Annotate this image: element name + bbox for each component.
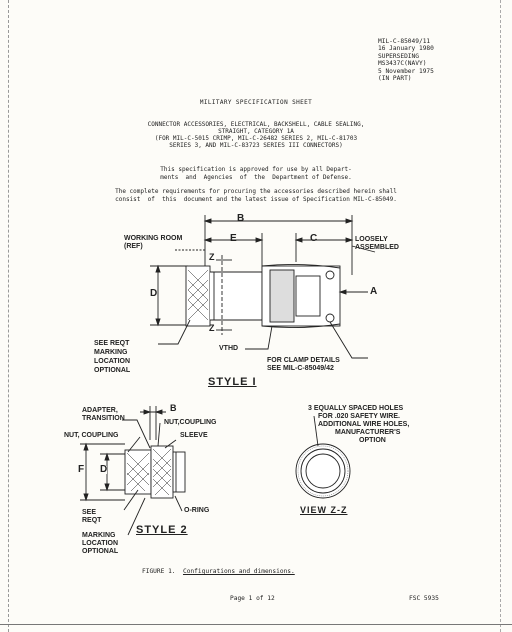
style1-caption: STYLE I [208, 376, 257, 388]
adapter-label: ADAPTER, [82, 407, 118, 414]
viewzz-caption: VIEW Z-Z [300, 505, 348, 515]
style2-nut [125, 450, 151, 494]
style1-dim-b: B [237, 213, 245, 224]
clamp-details-line-1: FOR CLAMP DETAILS [267, 357, 340, 364]
section-z-top: Z [209, 252, 215, 262]
nut-coupling-right: NUT,COUPLING [164, 419, 217, 426]
style2-marking: MARKING [82, 532, 116, 539]
loosely-label: LOOSELY [355, 236, 388, 243]
superseding-label: SUPERSEDING [378, 52, 419, 60]
approval-line-1: This specification is approved for use by all Depart- [160, 166, 352, 173]
style1-dim-d: D [150, 288, 158, 299]
viewzz-note-5: OPTION [359, 437, 386, 444]
doc-number: MIL-C-85049/11 [378, 38, 431, 45]
superseded-doc: MS3437C(NAVY) [378, 60, 427, 68]
section-z-bottom: Z [209, 323, 215, 333]
sheet-title: MILITARY SPECIFICATION SHEET [199, 99, 313, 106]
figure-number: FIGURE 1. [142, 568, 176, 575]
viewzz-note-2: FOR .020 SAFETY WIRE. [318, 413, 400, 420]
style2-caption: STYLE 2 [136, 524, 188, 536]
style1-see-reqt: SEE REQT [94, 340, 130, 347]
viewzz-note-4: MANUFACTURER'S [335, 429, 401, 436]
subject-line-3: (FOR MIL-C-5015 CRIMP, MIL-C-26482 SERIES 2, MIL-C-81703 [154, 135, 358, 142]
style2-optional: OPTIONAL [82, 548, 119, 555]
style2-dim-f: F [78, 464, 85, 475]
transition-label: TRANSITION [82, 415, 125, 422]
figure-caption-text: Configurations and dimensions. [182, 568, 295, 575]
subject-line-2: STRAIGHT, CATEGORY 1A [218, 128, 294, 135]
subject-line-4: SERIES 3, AND MIL-C-83723 SERIES III CONNECTORS) [169, 142, 343, 149]
sleeve-label: SLEEVE [180, 432, 208, 439]
subject-line-1: CONNECTOR ACCESSORIES, ELECTRICAL, BACKSHELL, CABLE SEALING, [147, 121, 365, 128]
requirements-line-1: The complete requirements for procuring the accessories described herein shall [115, 188, 397, 195]
style2-dim-d: D [100, 464, 108, 475]
assembled-label: ASSEMBLED [355, 244, 399, 251]
style1-location: LOCATION [94, 358, 131, 365]
fsc-code: FSC 5935 [409, 595, 439, 602]
vthd-label: VTHD [219, 345, 239, 352]
viewzz-note-1: 3 EQUALLY SPACED HOLES [308, 405, 404, 412]
nut-coupling-left: NUT, COUPLING [64, 432, 119, 439]
style2-reqt: REQT [82, 517, 102, 524]
style2-sleeve [173, 452, 185, 492]
working-room-label: WORKING ROOM [124, 235, 183, 242]
in-part-note: (IN PART) [378, 75, 412, 83]
style2-coupling [151, 446, 173, 498]
figure-caption [142, 568, 295, 575]
style2-location: LOCATION [82, 540, 119, 547]
superseded-date: 5 November 1975 [378, 67, 434, 75]
style2-see: SEE [82, 509, 97, 516]
requirements-line-2: consist of this document and the latest issue of Specification MIL-C-85049. [115, 196, 397, 203]
approval-line-2: ments and Agencies of the Department of Defense. [160, 174, 352, 181]
style1-marking: MARKING [94, 349, 128, 356]
style1-dim-a: A [370, 286, 378, 297]
style1-dim-e: E [230, 233, 237, 244]
o-ring-label: O-RING [184, 507, 210, 514]
clamp-details-line-2: SEE MIL-C-85049/42 [267, 365, 334, 372]
viewzz-note-3: ADDITIONAL WIRE HOLES, [318, 421, 410, 428]
style1-optional: OPTIONAL [94, 367, 131, 374]
page-number: Page 1 of 12 [230, 595, 275, 602]
style1-dim-c: C [310, 233, 318, 244]
doc-date: 16 January 1980 [378, 45, 434, 53]
style2-dim-b: B [170, 403, 177, 413]
working-room-ref: (REF) [124, 243, 143, 250]
